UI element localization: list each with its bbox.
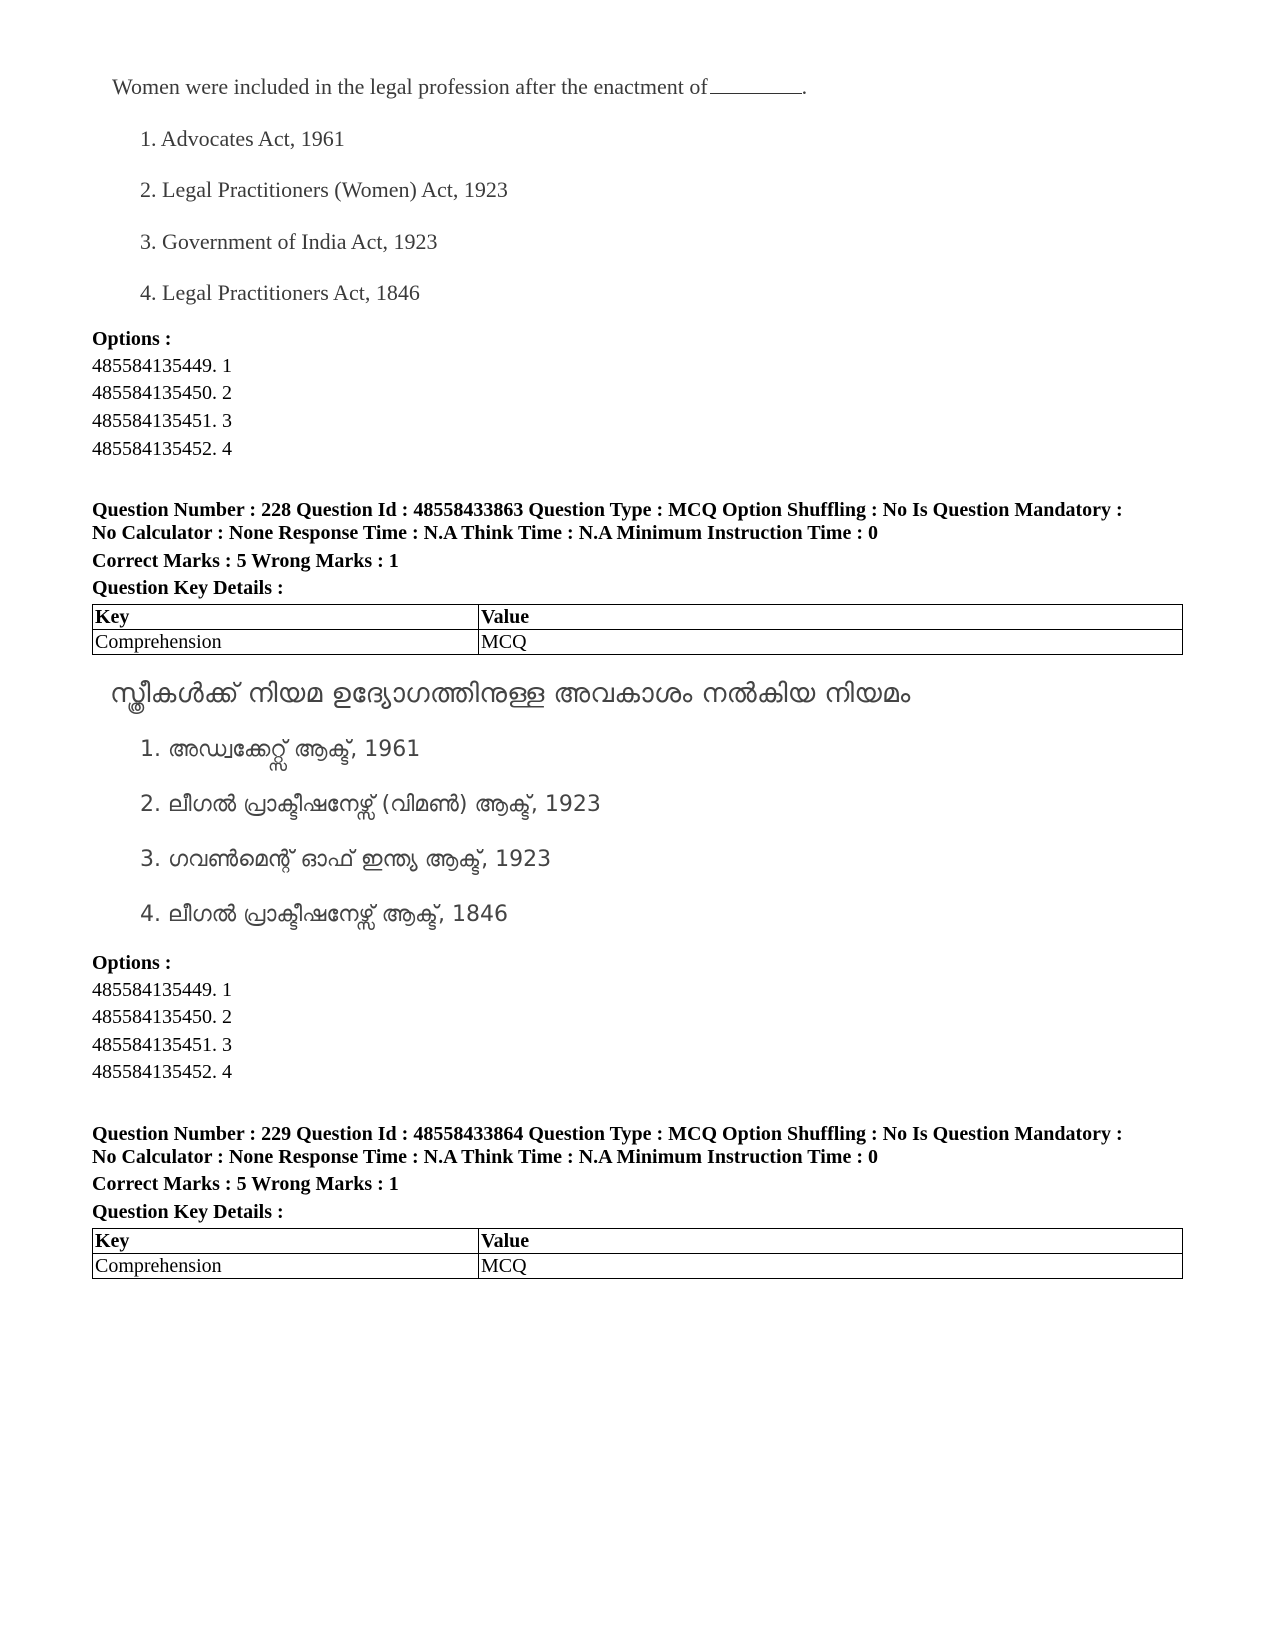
cell-key: Comprehension [93,630,479,655]
marks-line: Correct Marks : 5 Wrong Marks : 1 [92,1173,399,1195]
cell-value: MCQ [479,1254,1183,1279]
option-id: 485584135450. 2 [92,382,232,404]
header-key: Key [93,605,479,630]
header-value: Value [479,605,1183,630]
question-meta-229 [92,1123,1182,1169]
choice-1: 1. Advocates Act, 1961 [140,126,345,151]
key-details-label: Question Key Details : [92,1201,284,1223]
question-meta-228 [92,499,1182,545]
option-id: 485584135449. 1 [92,355,232,377]
question-text: Women were included in the legal profession after the enactment of [112,74,708,99]
option-id: 485584135450. 2 [92,1006,232,1028]
option-id: 485584135451. 3 [92,1034,232,1056]
question-text-english [112,74,807,100]
table-header-row [93,605,1183,630]
choice-ml-3: 3. ഗവൺമെന്റ് ഓഫ് ഇന്ത്യ ആക്ട്, 1923 [140,847,552,872]
table-header-row [93,1229,1183,1254]
option-id: 485584135452. 4 [92,1061,232,1083]
table-row [93,630,1183,655]
cell-key: Comprehension [93,1254,479,1279]
options-label: Options : [92,952,172,974]
answer-blank [710,75,802,94]
option-id: 485584135449. 1 [92,979,232,1001]
choice-ml-2: 2. ലീഗൽ പ്രാക്ടീഷനേഴ്സ് (വിമൺ) ആക്ട്, 1923 [140,792,601,817]
meta-line: Question Number : 229 Question Id : 48558433864 Question Type : MCQ Option Shuffling : No Is Question Mandatory : [92,1123,1123,1145]
question-end: . [801,74,808,99]
marks-line: Correct Marks : 5 Wrong Marks : 1 [92,550,399,572]
key-details-table [92,1228,1183,1279]
choice-4: 4. Legal Practitioners Act, 1846 [140,280,420,305]
key-details-label: Question Key Details : [92,577,284,599]
options-label: Options : [92,328,172,350]
header-key: Key [93,1229,479,1254]
choice-2: 2. Legal Practitioners (Women) Act, 1923 [140,177,508,202]
meta-line: Question Number : 228 Question Id : 48558433863 Question Type : MCQ Option Shuffling : No Is Question Mandatory : [92,499,1123,521]
question-text-malayalam: സ്ത്രീകൾക്ക് നിയമ ഉദ്യോഗത്തിനുള്ള അവകാശം നൽകിയ നിയമം [110,678,911,709]
header-value: Value [479,1229,1183,1254]
choice-ml-4: 4. ലീഗൽ പ്രാക്ടീഷനേഴ്സ് ആക്ട്, 1846 [140,902,509,927]
meta-line: No Calculator : None Response Time : N.A Think Time : N.A Minimum Instruction Time : 0 [92,1146,878,1168]
meta-line: No Calculator : None Response Time : N.A Think Time : N.A Minimum Instruction Time : 0 [92,522,878,544]
option-id: 485584135451. 3 [92,410,232,432]
choice-3: 3. Government of India Act, 1923 [140,229,438,254]
cell-value: MCQ [479,630,1183,655]
key-details-table [92,604,1183,655]
choice-ml-1: 1. അഡ്വക്കേറ്റ്സ് ആക്ട്, 1961 [140,737,421,762]
table-row [93,1254,1183,1279]
option-id: 485584135452. 4 [92,438,232,460]
